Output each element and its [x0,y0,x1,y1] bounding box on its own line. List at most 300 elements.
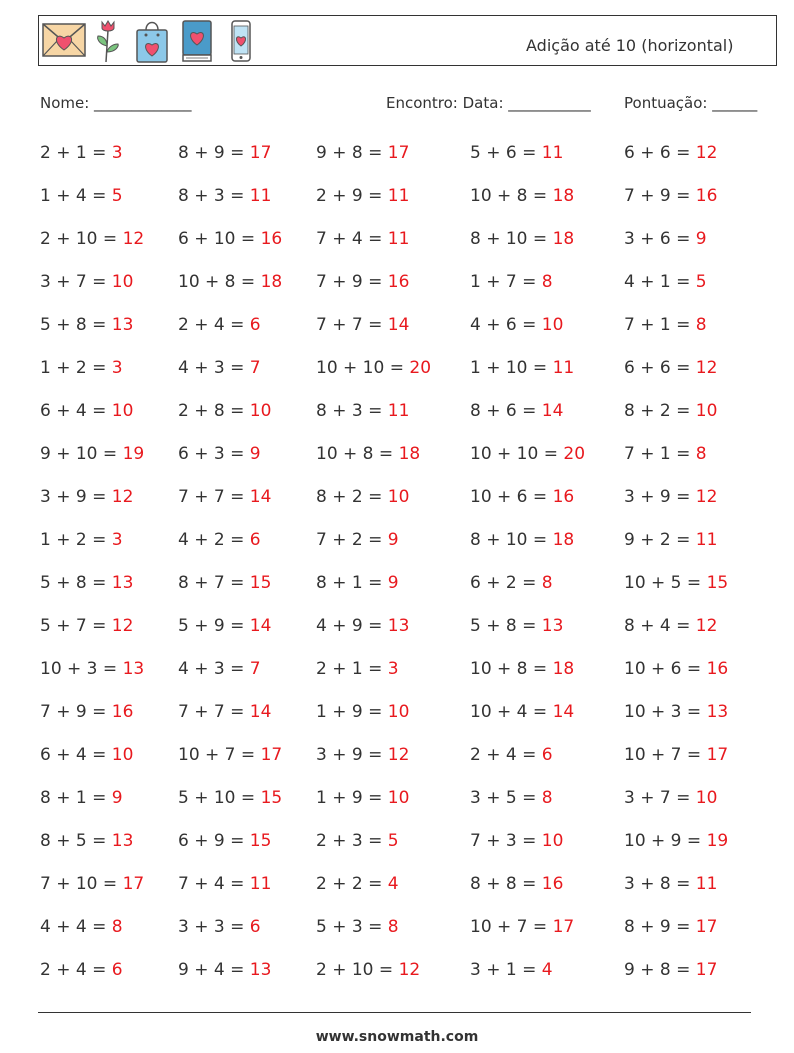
problem-cell [624,831,728,851]
problem-answer: 5 [111,186,123,206]
problem-answer: 12 [695,358,718,378]
problem-answer: 19 [122,444,145,464]
problem-equation: 6 + 4 = [40,745,112,765]
problem-answer: 11 [541,143,564,163]
problem-equation: 4 + 3 = [178,659,250,679]
problem-cell [470,315,563,335]
problem-equation: 8 + 3 = [178,186,250,206]
problem-cell [624,444,707,464]
problem-row [40,434,780,477]
problem-answer: 11 [387,186,410,206]
problem-equation: 7 + 4 = [316,229,388,249]
problem-answer: 8 [695,444,707,464]
problem-answer: 4 [387,874,399,894]
problem-answer: 17 [695,960,718,980]
problem-cell [624,229,707,249]
problem-answer: 13 [111,573,134,593]
problem-answer: 11 [695,874,718,894]
problem-answer: 3 [111,530,123,550]
problem-cell [316,616,409,636]
problem-cell [470,573,553,593]
problem-equation: 2 + 4 = [178,315,250,335]
problem-cell [40,788,123,808]
problem-equation: 2 + 3 = [316,831,388,851]
problem-equation: 9 + 10 = [40,444,123,464]
problem-cell [316,272,409,292]
problem-cell [470,831,563,851]
problem-cell [316,530,399,550]
problem-equation: 8 + 2 = [316,487,388,507]
problem-cell [178,960,271,980]
problem-cell [40,659,144,679]
problem-equation: 9 + 8 = [316,143,388,163]
problem-equation: 8 + 5 = [40,831,112,851]
problem-cell [40,229,144,249]
problem-row [40,305,780,348]
problem-row [40,176,780,219]
problem-answer: 15 [249,831,272,851]
problem-equation: 10 + 4 = [470,702,553,722]
problem-equation: 3 + 6 = [624,229,696,249]
problem-row [40,950,780,993]
problem-cell [470,272,553,292]
problem-answer: 10 [387,788,410,808]
problem-equation: 4 + 9 = [316,616,388,636]
problem-equation: 4 + 1 = [624,272,696,292]
problem-answer: 10 [387,702,410,722]
problem-answer: 12 [695,616,718,636]
problem-cell [470,659,574,679]
problem-answer: 11 [249,186,272,206]
problem-cell [40,272,133,292]
problem-cell [178,186,271,206]
problem-cell [178,272,282,292]
problem-row [40,778,780,821]
problem-equation: 8 + 8 = [470,874,542,894]
problem-cell [316,745,409,765]
problem-answer: 12 [695,143,718,163]
problem-equation: 10 + 7 = [470,917,553,937]
problem-cell [40,831,133,851]
problem-equation: 8 + 9 = [178,143,250,163]
problem-equation: 7 + 2 = [316,530,388,550]
problem-equation: 7 + 1 = [624,315,696,335]
problem-equation: 7 + 3 = [470,831,542,851]
problem-cell [178,702,271,722]
problem-equation: 9 + 2 = [624,530,696,550]
problem-equation: 5 + 8 = [40,573,112,593]
problem-answer: 10 [695,788,718,808]
problem-answer: 17 [122,874,145,894]
problem-cell [624,874,717,894]
problem-cell [40,530,123,550]
problem-answer: 18 [260,272,283,292]
problem-equation: 10 + 3 = [40,659,123,679]
problem-cell [624,573,728,593]
problem-cell [316,487,409,507]
problem-answer: 10 [111,401,134,421]
problem-answer: 15 [706,573,729,593]
problem-cell [316,143,409,163]
problem-equation: 10 + 7 = [178,745,261,765]
problem-cell [316,358,431,378]
problem-equation: 5 + 9 = [178,616,250,636]
problem-row [40,907,780,950]
problem-answer: 10 [249,401,272,421]
problem-answer: 8 [541,573,553,593]
problem-cell [178,659,261,679]
problem-answer: 16 [260,229,283,249]
problem-equation: 8 + 7 = [178,573,250,593]
problem-answer: 13 [706,702,729,722]
problem-answer: 12 [695,487,718,507]
problem-answer: 17 [387,143,410,163]
problem-equation: 4 + 4 = [40,917,112,937]
problem-cell [470,874,563,894]
problem-equation: 3 + 1 = [470,960,542,980]
problem-answer: 9 [695,229,707,249]
problem-equation: 8 + 3 = [316,401,388,421]
problem-answer: 8 [111,917,123,937]
problem-answer: 17 [706,745,729,765]
problem-equation: 10 + 6 = [624,659,707,679]
problem-answer: 20 [409,358,432,378]
problem-cell [624,917,717,937]
problem-answer: 16 [111,702,134,722]
problem-answer: 6 [249,917,261,937]
problem-cell [624,745,728,765]
problem-cell [316,788,409,808]
problem-answer: 7 [249,659,261,679]
heart-shopping-bag-icon [135,18,169,64]
problem-answer: 5 [387,831,399,851]
worksheet-title: Adição até 10 (horizontal) [526,36,734,55]
problem-cell [624,186,717,206]
problem-equation: 3 + 9 = [624,487,696,507]
problem-answer: 6 [249,530,261,550]
problem-equation: 5 + 8 = [470,616,542,636]
problem-cell [624,315,707,335]
problem-answer: 4 [541,960,553,980]
problem-cell [40,401,133,421]
problem-cell [624,530,717,550]
problem-row [40,262,780,305]
problem-equation: 8 + 6 = [470,401,542,421]
problem-equation: 8 + 2 = [624,401,696,421]
problem-equation: 7 + 9 = [624,186,696,206]
problem-answer: 6 [111,960,123,980]
problem-answer: 9 [111,788,123,808]
problem-row [40,692,780,735]
problem-equation: 7 + 7 = [178,702,250,722]
problem-equation: 7 + 7 = [316,315,388,335]
problem-equation: 10 + 8 = [470,659,553,679]
problem-row [40,735,780,778]
problem-answer: 14 [552,702,575,722]
problem-equation: 1 + 10 = [470,358,553,378]
problem-cell [470,702,574,722]
problem-equation: 8 + 10 = [470,530,553,550]
problem-equation: 10 + 3 = [624,702,707,722]
problem-cell [178,573,271,593]
problem-cell [316,444,420,464]
problem-cell [624,702,728,722]
problem-equation: 6 + 3 = [178,444,250,464]
problem-answer: 8 [387,917,399,937]
problem-cell [470,401,563,421]
problem-answer: 13 [111,315,134,335]
problem-answer: 10 [695,401,718,421]
problem-answer: 12 [387,745,410,765]
problem-equation: 3 + 3 = [178,917,250,937]
problem-answer: 18 [552,186,575,206]
problem-cell [40,917,123,937]
problem-equation: 10 + 10 = [470,444,564,464]
problem-cell [470,917,574,937]
problem-equation: 7 + 4 = [178,874,250,894]
problem-equation: 2 + 4 = [40,960,112,980]
problem-cell [178,315,261,335]
problem-row [40,649,780,692]
problem-answer: 14 [249,702,272,722]
problem-cell [178,788,282,808]
problem-cell [316,659,399,679]
problem-equation: 6 + 2 = [470,573,542,593]
problem-answer: 13 [387,616,410,636]
problem-equation: 7 + 9 = [40,702,112,722]
problem-cell [40,444,144,464]
problem-equation: 7 + 7 = [178,487,250,507]
problem-cell [624,272,707,292]
problem-cell [470,444,585,464]
problem-cell [40,315,133,335]
problem-answer: 9 [387,530,399,550]
problem-equation: 6 + 9 = [178,831,250,851]
problem-answer: 16 [552,487,575,507]
footer-divider [38,1012,751,1013]
problem-cell [470,788,553,808]
problem-equation: 3 + 9 = [316,745,388,765]
problem-answer: 9 [249,444,261,464]
problem-equation: 6 + 4 = [40,401,112,421]
problem-equation: 9 + 4 = [178,960,250,980]
header-box [38,15,777,66]
problem-answer: 9 [387,573,399,593]
problem-equation: 2 + 8 = [178,401,250,421]
problem-answer: 15 [260,788,283,808]
problem-cell [178,358,261,378]
problem-cell [624,487,717,507]
problem-cell [624,788,717,808]
problem-cell [470,229,574,249]
problem-cell [624,659,728,679]
problem-equation: 1 + 9 = [316,702,388,722]
problem-cell [316,186,409,206]
problem-answer: 6 [541,745,553,765]
problem-cell [316,874,399,894]
problem-cell [40,487,133,507]
problem-answer: 10 [541,315,564,335]
problem-equation: 7 + 1 = [624,444,696,464]
problem-equation: 8 + 4 = [624,616,696,636]
problem-answer: 11 [695,530,718,550]
problem-answer: 16 [695,186,718,206]
problem-equation: 3 + 5 = [470,788,542,808]
date-field-label: Encontro: Data: ___________ [386,94,591,112]
problem-answer: 16 [387,272,410,292]
problem-equation: 1 + 9 = [316,788,388,808]
problem-row [40,821,780,864]
problem-equation: 4 + 6 = [470,315,542,335]
problem-cell [316,573,399,593]
problem-cell [178,143,271,163]
problem-answer: 11 [249,874,272,894]
problem-row [40,477,780,520]
problem-cell [178,530,261,550]
problem-cell [316,917,399,937]
love-letter-icon [42,22,86,58]
problem-equation: 5 + 6 = [470,143,542,163]
problem-cell [178,874,271,894]
problem-equation: 3 + 7 = [40,272,112,292]
problem-equation: 5 + 10 = [178,788,261,808]
problem-answer: 14 [387,315,410,335]
problem-answer: 12 [111,616,134,636]
problem-equation: 8 + 10 = [470,229,553,249]
problem-cell [316,702,409,722]
problem-answer: 17 [249,143,272,163]
problem-equation: 1 + 2 = [40,530,112,550]
problem-equation: 4 + 3 = [178,358,250,378]
problem-equation: 3 + 9 = [40,487,112,507]
info-row [0,94,794,116]
problem-cell [316,831,399,851]
problem-cell [624,401,717,421]
problem-grid [40,133,780,993]
problem-equation: 6 + 6 = [624,358,696,378]
problem-answer: 8 [541,272,553,292]
problem-equation: 6 + 10 = [178,229,261,249]
problem-answer: 10 [541,831,564,851]
problem-row [40,391,780,434]
problem-cell [316,315,409,335]
problem-answer: 18 [398,444,421,464]
problem-answer: 18 [552,659,575,679]
problem-answer: 16 [541,874,564,894]
problem-equation: 1 + 2 = [40,358,112,378]
problem-answer: 7 [249,358,261,378]
problem-answer: 6 [249,315,261,335]
name-field-label: Nome: _____________ [40,94,192,112]
problem-equation: 9 + 8 = [624,960,696,980]
problem-row [40,606,780,649]
problem-equation: 2 + 10 = [40,229,123,249]
problem-cell [178,487,271,507]
problem-equation: 2 + 9 = [316,186,388,206]
problem-answer: 16 [706,659,729,679]
problem-row [40,563,780,606]
problem-cell [40,358,123,378]
problem-equation: 2 + 2 = [316,874,388,894]
problem-equation: 5 + 8 = [40,315,112,335]
heart-book-icon [181,19,213,63]
problem-equation: 8 + 1 = [316,573,388,593]
problem-cell [40,186,123,206]
problem-cell [178,444,261,464]
problem-row [40,133,780,176]
problem-answer: 8 [541,788,553,808]
problem-row [40,348,780,391]
problem-answer: 15 [249,573,272,593]
problem-equation: 2 + 1 = [316,659,388,679]
problem-equation: 1 + 7 = [470,272,542,292]
problem-answer: 11 [387,229,410,249]
problem-answer: 18 [552,229,575,249]
problem-equation: 4 + 2 = [178,530,250,550]
problem-answer: 20 [563,444,586,464]
problem-answer: 13 [249,960,272,980]
footer-site: www.snowmath.com [315,1029,479,1045]
problem-cell [178,616,271,636]
problem-answer: 8 [695,315,707,335]
problem-cell [178,917,261,937]
problem-cell [470,186,574,206]
problem-answer: 17 [260,745,283,765]
problem-cell [470,530,574,550]
problem-answer: 13 [541,616,564,636]
problem-answer: 13 [122,659,145,679]
problem-answer: 3 [387,659,399,679]
problem-answer: 14 [249,616,272,636]
problem-answer: 12 [111,487,134,507]
problem-answer: 11 [387,401,410,421]
problem-answer: 12 [398,960,421,980]
problem-equation: 10 + 5 = [624,573,707,593]
problem-equation: 5 + 7 = [40,616,112,636]
problem-equation: 3 + 7 = [624,788,696,808]
problem-cell [316,401,409,421]
problem-cell [470,143,563,163]
problem-equation: 2 + 1 = [40,143,112,163]
problem-cell [178,401,271,421]
problem-cell [470,960,553,980]
heart-phone-icon [230,19,252,63]
problem-answer: 12 [122,229,145,249]
problem-row [40,219,780,262]
problem-cell [624,960,717,980]
problem-equation: 10 + 8 = [316,444,399,464]
problem-cell [470,487,574,507]
problem-cell [470,745,553,765]
problem-answer: 10 [111,272,134,292]
problem-cell [316,960,420,980]
problem-equation: 10 + 8 = [470,186,553,206]
problem-equation: 5 + 3 = [316,917,388,937]
problem-equation: 2 + 4 = [470,745,542,765]
problem-answer: 11 [552,358,575,378]
problem-cell [178,229,282,249]
problem-answer: 18 [552,530,575,550]
problem-row [40,520,780,563]
problem-equation: 3 + 8 = [624,874,696,894]
problem-equation: 10 + 7 = [624,745,707,765]
problem-cell [316,229,409,249]
problem-equation: 1 + 4 = [40,186,112,206]
problem-cell [40,960,123,980]
problem-answer: 3 [111,358,123,378]
problem-answer: 13 [111,831,134,851]
problem-cell [470,616,563,636]
